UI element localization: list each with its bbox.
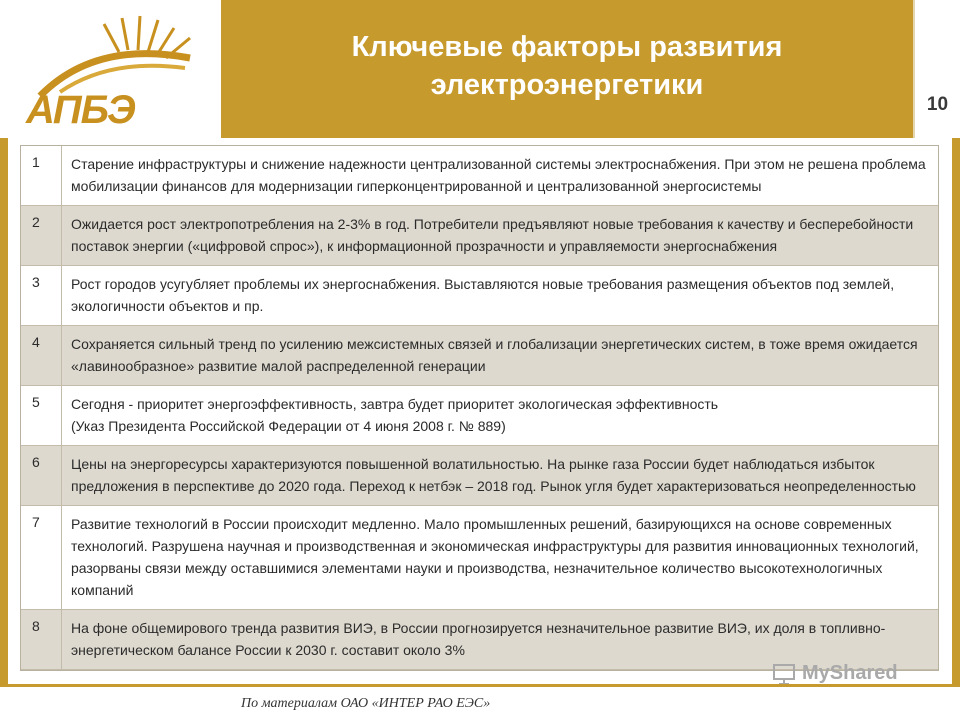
table-row [21,446,938,506]
table-row [21,386,938,446]
page-number: 10 [926,94,949,115]
page-title [221,28,913,104]
table-row [21,146,938,206]
row-text: На фоне общемирового тренда развития ВИЭ, в России прогнозируется незначительное развитие ВИЭ, их доля в топливно-энергетическом балансе России к 2030 г. составит около 3% [71,620,886,658]
row-number: 5 [21,386,62,445]
logo-text: АПБЭ [26,88,135,132]
row-text: Цены на энергоресурсы характеризуются повышенной волатильностью. На рынке газа России будет наблюдаться избыток предложения в перспективе до 2020 года. Переход к нетбэк – 2018 год. Рынок угля будет характеризоваться неопределенностью [71,456,916,494]
source-note: По материалам ОАО «ИНТЕР РАО ЕЭС» [241,696,491,711]
row-text: Рост городов усугубляет проблемы их энергоснабжения. Выставляются новые требования размещения объектов под землей, экологичности объектов и пр. [71,276,895,314]
row-number: 7 [21,506,62,609]
row-text: Ожидается рост электропотребления на 2-3% в год. Потребители предъявляют новые требования к качеству и бесперебойности поставок энергии («цифровой спрос»), к информационной прозрачности и управляемости энергоснабжения [71,216,914,254]
title-line-1: Ключевые факторы развития [351,31,783,63]
footer-box [221,687,913,720]
row-text [62,386,938,445]
row-text: Развитие технологий в России происходит медленно. Мало промышленных решений, базирующихся на основе современных технологий. Разрушена научная и производственная и экономическая инфраструктуры для развития инновационных технологий, разорваны связи между оставшимися элементами науки и производства, незначительное количество высокотехнологичных компаний [71,516,919,598]
title-line-2: электроэнергетики [430,69,704,101]
table-row [21,326,938,386]
row-text: Старение инфраструктуры и снижение надежности централизованной системы электроснабжения. При этом не решена проблема мобилизации финансов для модернизации гиперконцентрированной и централизованной энергосистемы [71,156,926,194]
row-text-line-1: Сегодня - приоритет энергоэффективность, завтра будет приоритет экологическая эффективность [71,396,719,412]
row-number: 3 [21,266,62,325]
table-row [21,506,938,610]
row-text-line-2: (Указ Президента Российской Федерации от 4 июня 2008 г. № 889) [71,418,506,434]
row-number: 6 [21,446,62,505]
watermark-text: MyShared [802,662,898,684]
factors-table [20,145,939,671]
row-number: 1 [21,146,62,205]
logo [0,0,220,138]
table-row [21,266,938,326]
table-row [21,206,938,266]
row-number: 4 [21,326,62,385]
page-number-box [913,0,960,138]
row-number: 8 [21,610,62,669]
presentation-icon [772,662,796,686]
row-number: 2 [21,206,62,265]
row-text: Сохраняется сильный тренд по усилению межсистемных связей и глобализации энергетических систем, в тоже время ожидается «лавинообразное» развитие малой распределенной генерации [71,336,918,374]
header-banner [221,0,913,138]
